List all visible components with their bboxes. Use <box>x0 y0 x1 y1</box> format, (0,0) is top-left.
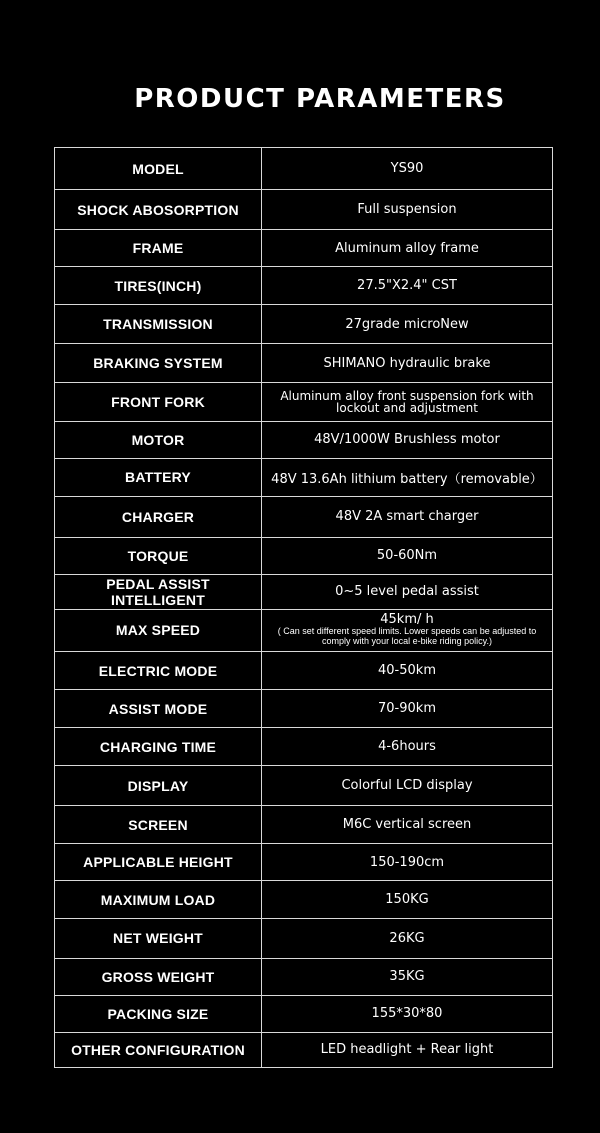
spec-row <box>55 537 553 574</box>
spec-value: 70-90km <box>262 690 553 728</box>
spec-row <box>55 344 553 383</box>
spec-label: MAXIMUM LOAD <box>55 881 262 918</box>
spec-value: 155*30*80 <box>262 995 553 1032</box>
spec-value: Aluminum alloy frame <box>262 230 553 267</box>
spec-row <box>55 958 553 995</box>
spec-value: 4-6hours <box>262 728 553 766</box>
spec-label: BRAKING SYSTEM <box>55 344 262 383</box>
spec-row <box>55 728 553 766</box>
spec-value: Full suspension <box>262 190 553 230</box>
spec-value: 40-50km <box>262 652 553 690</box>
page-title: PRODUCT PARAMETERS <box>134 84 506 114</box>
spec-row <box>55 190 553 230</box>
spec-value: M6C vertical screen <box>262 806 553 844</box>
spec-value: 150-190cm <box>262 844 553 881</box>
spec-label: TRANSMISSION <box>55 305 262 344</box>
spec-value: 0~5 level pedal assist <box>262 574 553 609</box>
spec-row <box>55 383 553 421</box>
spec-row <box>55 766 553 806</box>
spec-label: DISPLAY <box>55 766 262 806</box>
spec-value: 35KG <box>262 958 553 995</box>
spec-row <box>55 574 553 609</box>
spec-row <box>55 844 553 881</box>
spec-value: 48V/1000W Brushless motor <box>262 421 553 458</box>
spec-label: FRAME <box>55 230 262 267</box>
spec-value: YS90 <box>262 148 553 190</box>
spec-row <box>55 305 553 344</box>
spec-label: TIRES(INCH) <box>55 267 262 305</box>
spec-label: CHARGER <box>55 496 262 537</box>
spec-label: TORQUE <box>55 537 262 574</box>
spec-value-cell <box>262 609 553 651</box>
spec-row <box>55 652 553 690</box>
spec-label: PACKING SIZE <box>55 995 262 1032</box>
spec-value: LED headlight + Rear light <box>262 1032 553 1067</box>
spec-value: 45km/ h <box>380 612 434 628</box>
spec-label: PEDAL ASSIST INTELLIGENT <box>55 574 262 609</box>
spec-row <box>55 918 553 958</box>
spec-row <box>55 609 553 651</box>
spec-value: SHIMANO hydraulic brake <box>262 344 553 383</box>
spec-value: Colorful LCD display <box>262 766 553 806</box>
spec-row <box>55 148 553 190</box>
spec-label: GROSS WEIGHT <box>55 958 262 995</box>
spec-row <box>55 1032 553 1067</box>
spec-value: 48V 13.6Ah lithium battery（removable） <box>262 458 553 496</box>
spec-table <box>54 147 553 1068</box>
spec-label: APPLICABLE HEIGHT <box>55 844 262 881</box>
spec-value-note: ( Can set different speed limits. Lower speeds can be adjusted to comply with your local e-bike riding policy.) <box>277 626 537 647</box>
spec-row <box>55 806 553 844</box>
spec-label: FRONT FORK <box>55 383 262 421</box>
spec-row <box>55 458 553 496</box>
spec-label: CHARGING TIME <box>55 728 262 766</box>
spec-value: 27grade microNew <box>262 305 553 344</box>
spec-row <box>55 881 553 918</box>
spec-value: 27.5"X2.4" CST <box>262 267 553 305</box>
spec-label: ELECTRIC MODE <box>55 652 262 690</box>
spec-label: BATTERY <box>55 458 262 496</box>
spec-value: 50-60Nm <box>262 537 553 574</box>
spec-value: 48V 2A smart charger <box>262 496 553 537</box>
spec-row <box>55 421 553 458</box>
spec-row <box>55 690 553 728</box>
spec-label: SCREEN <box>55 806 262 844</box>
spec-table-body <box>55 148 553 1068</box>
spec-label: MODEL <box>55 148 262 190</box>
spec-row <box>55 995 553 1032</box>
spec-label: MOTOR <box>55 421 262 458</box>
spec-label: NET WEIGHT <box>55 918 262 958</box>
spec-label: ASSIST MODE <box>55 690 262 728</box>
spec-value: 150KG <box>262 881 553 918</box>
spec-row <box>55 267 553 305</box>
spec-label: OTHER CONFIGURATION <box>55 1032 262 1067</box>
spec-row <box>55 496 553 537</box>
spec-label: SHOCK ABOSORPTION <box>55 190 262 230</box>
spec-label: MAX SPEED <box>55 609 262 651</box>
spec-value: 26KG <box>262 918 553 958</box>
spec-row <box>55 230 553 267</box>
spec-value: Aluminum alloy front suspension fork with lockout and adjustment <box>262 383 553 421</box>
